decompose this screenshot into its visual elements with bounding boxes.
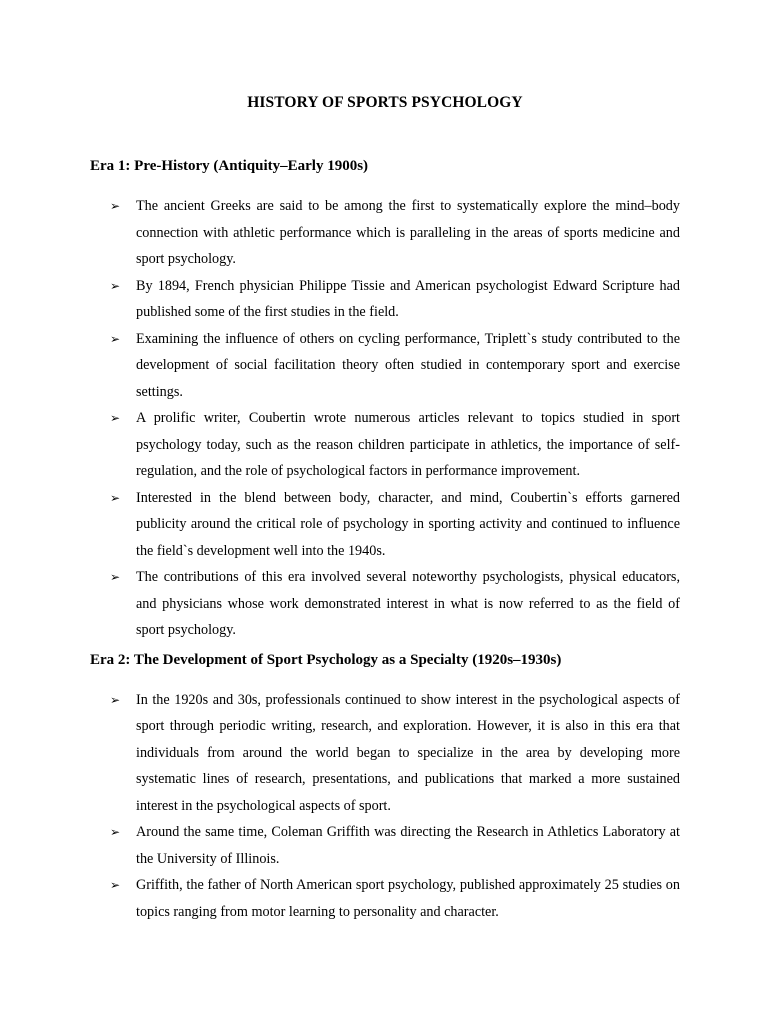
list-item: [90, 273, 680, 326]
arrow-bullet-icon: ➢: [110, 411, 121, 425]
arrow-bullet-icon: ➢: [110, 490, 121, 505]
list-item: [90, 819, 680, 872]
arrow-bullet-icon: ➢: [110, 278, 121, 293]
era-1-bullet-list: [90, 193, 680, 644]
list-item-text: A prolific writer, Coubertin wrote numerous articles relevant to topics studied in sport psychology today, such as the reason children participate in athletics, the importance of self-regulation, and the role of psychological factors in performance improvement.: [136, 410, 680, 479]
arrow-bullet-icon: ➢: [110, 878, 121, 892]
list-item-text: In the 1920s and 30s, professionals continued to show interest in the psychological aspects of sport through periodic writing, research, and exploration. However, it is also in this era that individuals from around the world began to specialize in the area by developing more systematic lines of research, presentations, and publications that marked a more sustained interest in the psychological aspects of sport.: [136, 691, 680, 814]
arrow-bullet-icon: ➢: [110, 692, 121, 707]
list-item-text: Examining the influence of others on cycling performance, Triplett`s study contributed to the development of social facilitation theory often studied in contemporary sport and exercise settings.: [136, 330, 680, 400]
list-item-text: By 1894, French physician Philippe Tissie and American psychologist Edward Scripture had published some of the first studies in the field.: [136, 277, 680, 320]
list-item: [90, 405, 680, 485]
list-item-text: The ancient Greeks are said to be among the first to systematically explore the mind–body connection with athletic performance which is paralleling in the areas of sports medicine and sport psychology.: [136, 198, 680, 267]
arrow-bullet-icon: ➢: [110, 199, 121, 213]
list-item-text: The contributions of this era involved several noteworthy psychologists, physical educators, and physicians whose work demonstrated interest in what is now referred to as the field of sport psychology.: [136, 569, 680, 638]
list-item: [90, 687, 680, 820]
arrow-bullet-icon: ➢: [110, 825, 121, 839]
list-item: [90, 564, 680, 644]
era-2-heading: Era 2: The Development of Sport Psychology as a Specialty (1920s–1930s): [90, 651, 562, 668]
document-title: HISTORY OF SPORTS PSYCHOLOGY: [247, 94, 523, 111]
list-item: [90, 326, 680, 406]
list-item: [90, 193, 680, 273]
arrow-bullet-icon: ➢: [110, 331, 121, 346]
list-item-text: Around the same time, Coleman Griffith was directing the Research in Athletics Laboratory at the University of Illinois.: [136, 824, 680, 867]
list-item: [90, 485, 680, 565]
era-2-bullet-list: [90, 687, 680, 926]
era-1-heading: Era 1: Pre-History (Antiquity–Early 1900s): [90, 158, 369, 174]
list-item-text: Interested in the blend between body, character, and mind, Coubertin`s efforts garnered publicity around the critical role of psychology in sporting activity and continued to influence the field`s development well into the 1940s.: [136, 489, 680, 559]
list-item: [90, 872, 680, 925]
arrow-bullet-icon: ➢: [110, 570, 121, 584]
list-item-text: Griffith, the father of North American sport psychology, published approximately 25 studies on topics ranging from motor learning to personality and character.: [136, 877, 680, 920]
